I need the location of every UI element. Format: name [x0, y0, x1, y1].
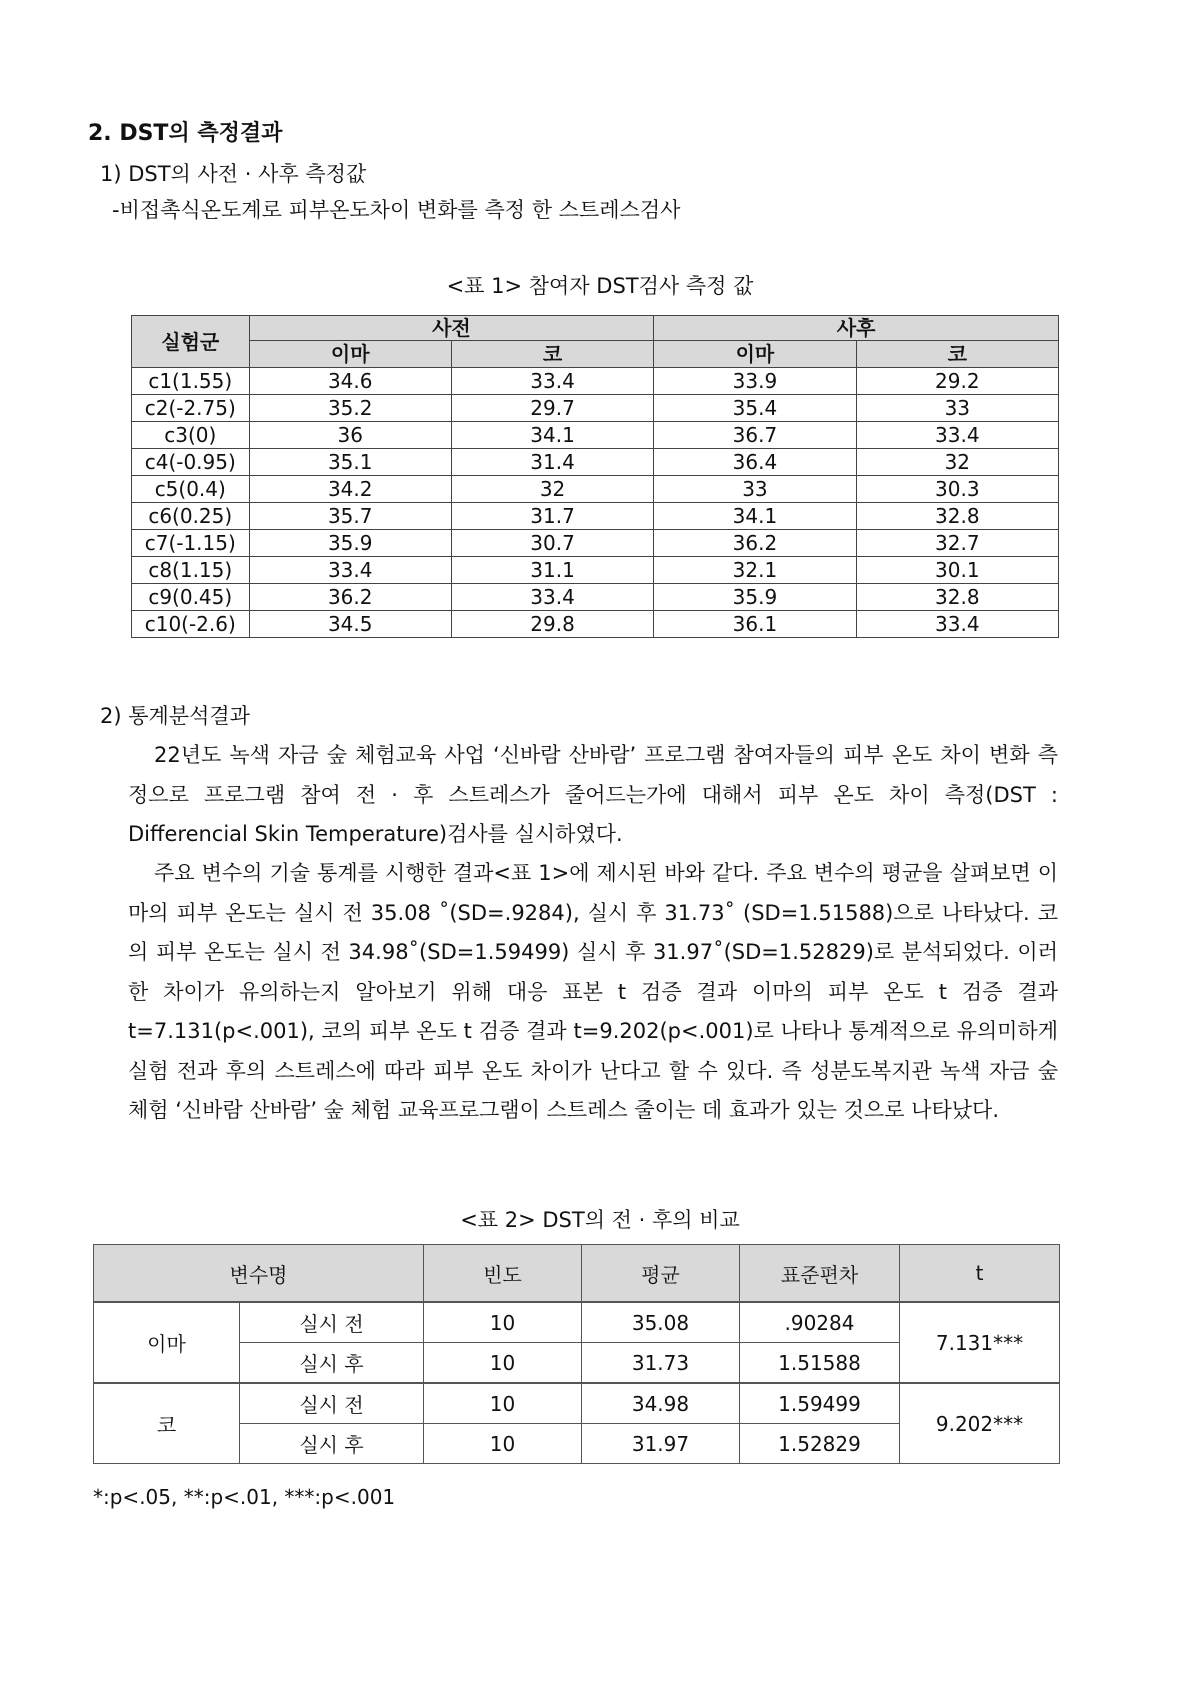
header-post-forehead: 이마	[654, 341, 856, 368]
table-row	[132, 530, 1059, 557]
group-cell: c4(-0.95)	[132, 449, 250, 476]
subsection-title-1: 1) DST의 사전 · 사후 측정값	[100, 162, 367, 186]
value-cell: 34.2	[249, 476, 451, 503]
subsection-title-2: 2) 통계분석결과	[100, 704, 250, 728]
table-row	[132, 584, 1059, 611]
value-cell: 29.2	[856, 368, 1058, 395]
header-post: 사후	[654, 316, 1059, 341]
value-cell: 31.4	[451, 449, 653, 476]
table-row	[132, 557, 1059, 584]
table1-caption: <표 1> 참여자 DST검사 측정 값	[446, 274, 754, 298]
value-cell: 1.52829	[740, 1424, 900, 1464]
value-cell: 36.1	[654, 611, 856, 638]
header-sd: 표준편차	[740, 1245, 900, 1303]
value-cell: 36.4	[654, 449, 856, 476]
value-cell: 31.1	[451, 557, 653, 584]
value-cell: 36.2	[249, 584, 451, 611]
value-cell: 32.1	[654, 557, 856, 584]
value-cell: 33.4	[451, 584, 653, 611]
table2-body	[94, 1302, 1060, 1464]
table-row	[94, 1383, 1060, 1424]
header-variable: 변수명	[94, 1245, 424, 1303]
value-cell: 30.3	[856, 476, 1058, 503]
group-cell: c7(-1.15)	[132, 530, 250, 557]
table-row	[132, 449, 1059, 476]
value-cell: 31.73	[582, 1343, 740, 1384]
value-cell: 35.08	[582, 1302, 740, 1343]
value-cell: 35.7	[249, 503, 451, 530]
t-value-cell: 9.202***	[900, 1383, 1060, 1464]
footnote: *:p<.05, **:p<.01, ***:p<.001	[93, 1485, 396, 1509]
header-frequency: 빈도	[424, 1245, 582, 1303]
value-cell: 10	[424, 1343, 582, 1384]
value-cell: 33	[654, 476, 856, 503]
value-cell: 33.4	[451, 368, 653, 395]
subsection-description: -비접촉식온도계로 피부온도차이 변화를 측정 한 스트레스검사	[112, 198, 681, 222]
group-cell: c10(-2.6)	[132, 611, 250, 638]
value-cell: 32.8	[856, 584, 1058, 611]
value-cell: 32	[856, 449, 1058, 476]
dst-measurement-table	[131, 315, 1059, 638]
value-cell: 29.7	[451, 395, 653, 422]
condition-cell: 실시 후	[240, 1343, 424, 1384]
value-cell: 35.9	[654, 584, 856, 611]
group-cell: c9(0.45)	[132, 584, 250, 611]
table1-body	[132, 368, 1059, 638]
value-cell: 30.7	[451, 530, 653, 557]
value-cell: 31.7	[451, 503, 653, 530]
t-value-cell: 7.131***	[900, 1302, 1060, 1383]
group-cell: c3(0)	[132, 422, 250, 449]
value-cell: 33.9	[654, 368, 856, 395]
value-cell: 34.6	[249, 368, 451, 395]
header-t: t	[900, 1245, 1060, 1303]
value-cell: 36.7	[654, 422, 856, 449]
table-row	[132, 395, 1059, 422]
value-cell: .90284	[740, 1302, 900, 1343]
value-cell: 32.7	[856, 530, 1058, 557]
value-cell: 33.4	[856, 611, 1058, 638]
dst-comparison-table	[93, 1244, 1060, 1464]
table-row	[94, 1302, 1060, 1343]
group-cell: c2(-2.75)	[132, 395, 250, 422]
value-cell: 33.4	[856, 422, 1058, 449]
condition-cell: 실시 전	[240, 1383, 424, 1424]
table-row	[132, 368, 1059, 395]
table-row	[132, 422, 1059, 449]
value-cell: 10	[424, 1424, 582, 1464]
condition-cell: 실시 전	[240, 1302, 424, 1343]
paragraph-1: 22년도 녹색 자금 숲 체험교육 사업 ‘신바람 산바람’ 프로그램 참여자들의 피부 온도 차이 변화 측정으로 프로그램 참여 전 · 후 스트레스가 줄어드는가에 대해서 피부 온도 차이 측정(DST : Differencial Skin Temperature)검사를 실시하였다.	[128, 743, 1058, 846]
value-cell: 34.98	[582, 1383, 740, 1424]
condition-cell: 실시 후	[240, 1424, 424, 1464]
header-mean: 평균	[582, 1245, 740, 1303]
value-cell: 34.1	[654, 503, 856, 530]
value-cell: 35.9	[249, 530, 451, 557]
value-cell: 32	[451, 476, 653, 503]
group-cell: c6(0.25)	[132, 503, 250, 530]
header-pre-forehead: 이마	[249, 341, 451, 368]
value-cell: 36.2	[654, 530, 856, 557]
table-row	[132, 611, 1059, 638]
group-cell: c5(0.4)	[132, 476, 250, 503]
header-post-nose: 코	[856, 341, 1058, 368]
value-cell: 35.2	[249, 395, 451, 422]
header-pre-nose: 코	[451, 341, 653, 368]
variable-name-cell: 이마	[94, 1302, 240, 1383]
value-cell: 31.97	[582, 1424, 740, 1464]
value-cell: 30.1	[856, 557, 1058, 584]
value-cell: 36	[249, 422, 451, 449]
value-cell: 1.59499	[740, 1383, 900, 1424]
section-title: 2. DST의 측정결과	[88, 121, 283, 146]
group-cell: c8(1.15)	[132, 557, 250, 584]
variable-name-cell: 코	[94, 1383, 240, 1464]
value-cell: 10	[424, 1302, 582, 1343]
table-row	[132, 503, 1059, 530]
value-cell: 34.1	[451, 422, 653, 449]
value-cell: 34.5	[249, 611, 451, 638]
value-cell: 32.8	[856, 503, 1058, 530]
table2-caption: <표 2> DST의 전 · 후의 비교	[460, 1208, 740, 1232]
value-cell: 1.51588	[740, 1343, 900, 1384]
paragraph-2: 주요 변수의 기술 통계를 시행한 결과<표 1>에 제시된 바와 같다. 주요 변수의 평균을 살펴보면 이마의 피부 온도는 실시 전 35.08 ˚(SD=.9284), 실시 후 31.73˚ (SD=1.51588)으로 나타났다. 코의 피부 온도는 실시 전 34.98˚(SD=1.59499) 실시 후 31.97˚(SD=1.52829)로 분석되었다. 이러한 차이가 유의하는지 알아보기 위해 대응 표본 t 검증 결과 이마의 피부 온도 t 검증 결과 t=7.131(p<.001), 코의 피부 온도 t 검증 결과 t=9.202(p<.001)로 나타나 통계적으로 유의미하게 실험 전과 후의 스트레스에 따라 피부 온도 차이가 난다고 할 수 있다. 즉 성분도복지관 녹색 자금 숲 체험 ‘신바람 산바람’ 숲 체험 교육프로그램이 스트레스 줄이는 데 효과가 있는 것으로 나타났다.	[128, 861, 1058, 1122]
table-row	[132, 476, 1059, 503]
value-cell: 33.4	[249, 557, 451, 584]
value-cell: 33	[856, 395, 1058, 422]
group-cell: c1(1.55)	[132, 368, 250, 395]
value-cell: 10	[424, 1383, 582, 1424]
value-cell: 35.4	[654, 395, 856, 422]
header-pre: 사전	[249, 316, 654, 341]
value-cell: 29.8	[451, 611, 653, 638]
value-cell: 35.1	[249, 449, 451, 476]
header-group: 실험군	[132, 316, 250, 368]
